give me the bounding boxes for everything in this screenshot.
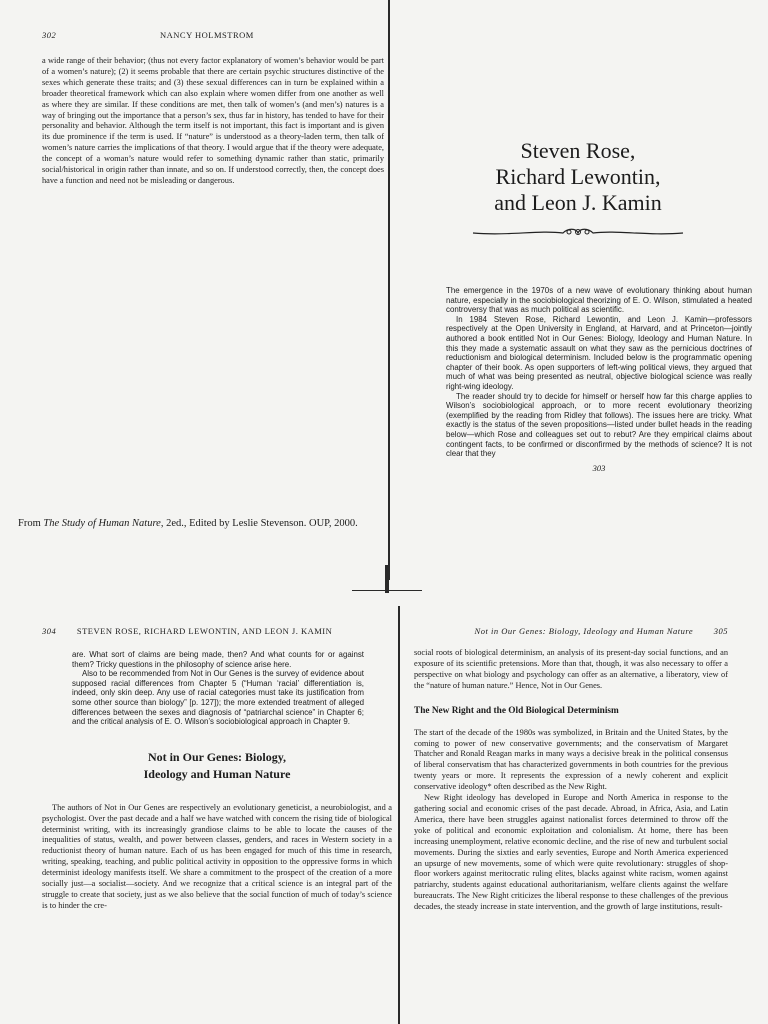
section-title-line-2: Ideology and Human Nature bbox=[143, 766, 291, 781]
intro-recommend-para: Also to be recommended from Not in Our Genes is the survey of evidence about supposed racial differences from Chapter 5 (“Human ‘racial’ differentiation is, indeed, only skin deep. Any use of racial categories must take its justification from some other source than biology” [p. 127]); the more extended treatment of alleged differences between the sexes and diagnosis of “patriarchal science” in Chapter 6; and the critical analysis of E. O. Wilson’s sociobiological approach in Chapter 9. bbox=[72, 669, 364, 727]
chapter-title-line-1: Steven Rose, bbox=[520, 138, 636, 163]
intro-para-3: The reader should try to decide for himself or herself how far this charge applies to Wilson’s sociobiological approach, or to more recent evolutionary theorizing (exemplified by the reading from Ridley that follows). The issues here are tricky. What exactly is the status of the seven propositions—listed under bullet heads in the reading below—which Rose and colleagues set out to rebut? Are they empirical claims about contingent facts, to be confirmed or disconfirmed by the methods of science? It is not clear that they bbox=[446, 391, 752, 459]
source-note: From The Study of Human Nature, 2ed., Edited by Leslie Stevenson. OUP, 2000. bbox=[18, 518, 358, 529]
page-number-303: 303 bbox=[592, 462, 606, 473]
page-305-para-1: social roots of biological determinism, an analysis of its present-day social functions, and an exposure of its scientific pretensions. More than that, though, it was also necessary to offer a perspective on what biology and psychology can offer as an alternative, a liberatory, view of the “nature of human nature.” Hence, Not in Our Genes. bbox=[414, 648, 728, 690]
page-304-intro bbox=[72, 650, 364, 727]
running-head-302 bbox=[42, 30, 384, 40]
page-304 bbox=[42, 626, 392, 912]
running-head-305 bbox=[414, 626, 728, 636]
page-number-302: 302 bbox=[42, 30, 57, 40]
center-gutter-top bbox=[388, 0, 390, 580]
intro-para-1: The emergence in the 1970s of a new wave of evolutionary thinking about human nature, especially in the sociobiological theorizing of E. O. Wilson, stimulated a heated controversy that was as much political as scientific. bbox=[446, 286, 752, 315]
ornament-divider bbox=[468, 224, 688, 240]
page-number-304: 304 bbox=[42, 626, 57, 636]
intro-cont-para: are. What sort of claims are being made, then? And what counts for or against them? Tricky questions in the philosophy of science arise here. bbox=[72, 650, 364, 669]
page-305-para-3: New Right ideology has developed in Europe and North America in response to the gathering social and economic crises of the past decade. Abroad, in Africa, Asia, and Latin America, there have been struggles against nationalist forces determined to throw off the yoke of political and economic exploitation and colonialism. At home, there has been increasing unemployment, relative economic decline, and the rise of new and turbulent social movements. During the sixties and early seventies, Europe and North America experienced an upsurge of new movements, some of which were quite revolutionary: struggles of shop-floor workers against meritocratic ruling elites, blacks against white racism, women against patriarchy, students against educational authoritarianism, welfare clients against the welfare bureaucrats. The New Right criticizes the liberal response to these challenges of the previous decades, the steady increase in state intervention, and the growth of large institutions, result- bbox=[414, 793, 728, 912]
chapter-title-line-3: and Leon J. Kamin bbox=[494, 190, 662, 215]
intro-para-2: In 1984 Steven Rose, Richard Lewontin, and Leon J. Kamin—professors respectively at the Open University in England, at Harvard, and at Princeton—jointly authored a book entitled Not in Our Genes: Biology, Ideology and Human Nature. In this they made a systematic assault on what they saw as the pernicious doctrines of reductionism and biological determinism. Included below is the programmatic opening chapter of their book. As open supporters of left-wing political views, they argued that much of what was being presented as neutral, objective biological science was really right-wing ideology. bbox=[446, 314, 752, 391]
running-head-authors: STEVEN ROSE, RICHARD LEWONTIN, AND LEON J. KAMIN bbox=[76, 626, 333, 636]
introduction bbox=[446, 286, 752, 473]
page-302 bbox=[42, 30, 384, 187]
page-305 bbox=[414, 626, 728, 913]
page-305-para-2: The start of the decade of the 1980s was symbolized, in Britain and the United States, by the coming to power of new conservative governments; and the conservatism of Margaret Thatcher and Ronald Reagan marks in many ways a decisive break in the political consensus of liberal conservatism that has characterized governments in both countries for the previous twenty years or more. It represents the expression of a newly coherent and explicit conservative ideology* often described as the New Right. bbox=[414, 727, 728, 792]
section-heading: The New Right and the Old Biological Determinism bbox=[414, 705, 619, 716]
running-head-book: Not in Our Genes: Biology, Ideology and Human Nature bbox=[474, 626, 694, 636]
page-302-body: a wide range of their behavior; (thus not every factor explanatory of women’s behavior would be part of a women’s nature); (2) it seems probable that there are certain psychic structures distinctive of the sexes which generate these traits; and (3) these sexual differences can in turn be explained within a broader theoretical framework which can also explain where women differ from one another as well as where they are similar. If these conditions are met, then talk of women’s (and men’s) natures is a way of bringing out the importance that a person’s sex, thus far in history, has tended to have for their personality and behavior. Although the term itself is not important, this fact is important and is given its due prominence if the term is used. If “nature” is understood as a theory-laden term, then talk of women’s nature carries the implications of that theory. I would argue that if the theory were adequate, the concept of a woman’s nature would refer to something dynamic rather than static, primarily social/historical in origin rather than innate, and so on. If understood correctly, then, the concept does have a function and need not be misleading or dangerous. bbox=[42, 56, 384, 185]
section-title bbox=[42, 749, 392, 783]
center-gutter-bottom bbox=[398, 606, 400, 1024]
chapter-title bbox=[396, 138, 760, 216]
chapter-title-line-2: Richard Lewontin, bbox=[495, 164, 661, 189]
running-head-304 bbox=[42, 626, 392, 636]
page-303 bbox=[396, 30, 760, 560]
gutter-tick bbox=[352, 590, 422, 591]
page-304-body: The authors of Not in Our Genes are respectively an evolutionary geneticist, a neurobiologist, and a psychologist. Over the past decade and a half we have watched with concern the rising tide of biological determinist writing, with its increasingly grandiose claims to be able to locate the causes of the inequalities of status, wealth, and power between classes, genders, and races in Western society in a reductionist theory of human nature. Each of us has been engaged for much of this time in research, writing, speaking, teaching, and public political activity in opposition to the oppressive forms in which determinist ideology manifests itself. We share a commitment to the prospect of the creation of a more socially just—a socialist—society. And we recognize that a critical science is an integral part of the struggle to create that society, just as we also believe that the social function of much of today’s science is to hinder the cre- bbox=[42, 802, 392, 910]
source-book-title: The Study of Human Nature bbox=[43, 518, 161, 529]
gutter-spine-mark bbox=[385, 565, 389, 593]
running-head-author: NANCY HOLMSTROM bbox=[160, 30, 254, 40]
section-title-line-1: Not in Our Genes: Biology, bbox=[147, 749, 287, 764]
page-number-305: 305 bbox=[713, 626, 728, 636]
